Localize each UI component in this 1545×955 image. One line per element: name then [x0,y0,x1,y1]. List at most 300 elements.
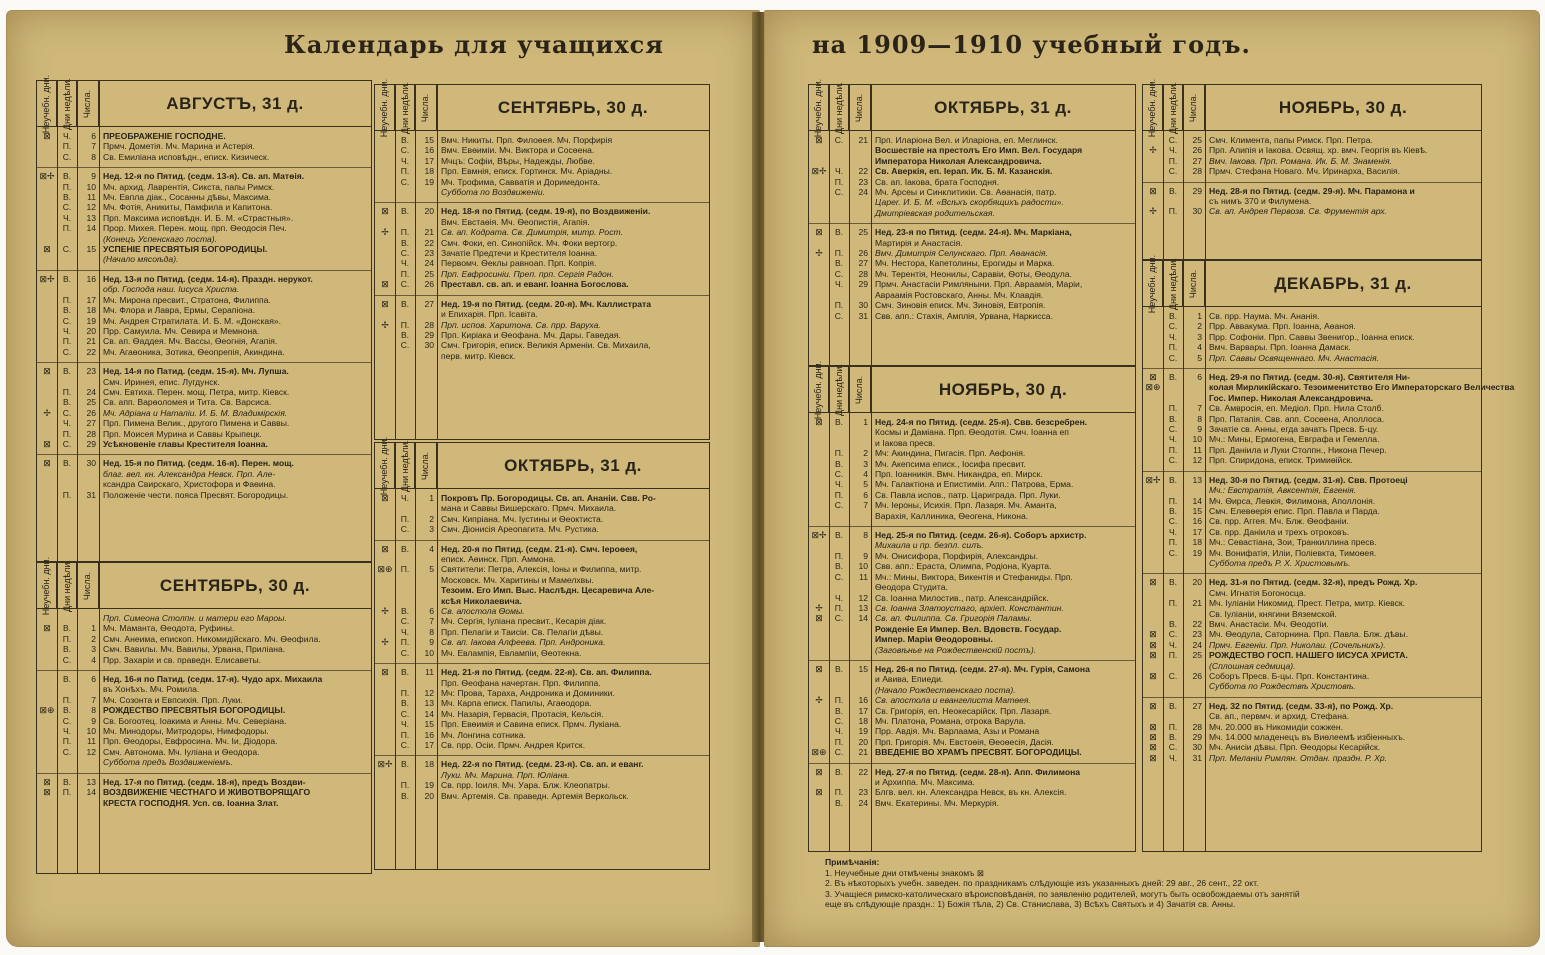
saints-text: Мч.: Севастіана, Зои, Транкиллина пресв. [1209,537,1377,548]
saints-text: Мч. Назарія, Гервасія, Протасія, Кельсія. [441,708,604,719]
saints-text: Мч. 14.000 младенецъ въ Виѳлеемѣ избіенныхъ. [1209,732,1406,743]
saints-text: Восшествіе на престолъ Его Имп. Вел. Государя [875,145,1083,156]
column-rule [829,367,830,851]
saints-text: Мч. Ѳеодула, Саторнина. Прп. Павла. Блж. дѣвы. [1209,629,1408,640]
weekday: П. [400,319,410,330]
col-header-number [415,85,437,130]
weekday [1163,681,1183,691]
calendar-row [809,427,1135,437]
weekday: В. [62,366,72,377]
saints-text: и Епихарія. Прп. Ісавіта. [441,309,538,320]
saints-text: Зачатіе св. Анны, егда зачатъ Пресв. Б-цу. [1209,424,1379,435]
weekday [395,678,415,688]
weekday: Ч. [400,493,410,503]
calendar-row [375,688,709,698]
nonschool-mark [37,295,57,305]
calendar-row [809,634,1135,644]
calendar-row [375,606,709,616]
day-number: 2 [91,633,96,644]
day-number: 30 [86,458,96,469]
weekday: С. [400,616,410,627]
saints-text: Рожденіе Ея Импер. Вел. Вдовств. Государ. [875,623,1062,634]
nonschool-mark [375,524,395,534]
day-number: 26 [1192,671,1202,681]
day-number [849,427,871,437]
calendar-row [375,227,709,237]
calendar-row [809,511,1135,521]
weekday [1163,609,1183,619]
saints-text: въ Хонѣхъ. Мч. Ромила. [103,684,200,695]
saints-text: Положеніе чести. пояса Пресвят. Богородицы. [103,489,289,500]
saints-text: Космы и Даміана. Прп. Ѳеодотія. Смч. Іоанна еп [875,427,1069,438]
col-header-nonschool-label: Неучебн. дни. [379,78,390,137]
weekday: П. [1168,403,1178,414]
saints-text: еписк. Аѳинск. Прп. Аммона. [441,554,556,565]
weekday: Ч. [1168,434,1178,445]
calendar-row [375,637,709,647]
weekday: С. [62,202,72,213]
day-number [849,777,871,787]
day-number: 9 [429,637,434,648]
calendar-row [1143,548,1481,558]
nonschool-mark [809,459,829,469]
weekday [829,777,849,787]
calendar-row [1143,516,1481,526]
day-number [415,596,437,606]
day-number [77,757,99,767]
nonschool-mark [37,479,57,489]
weekday: В. [62,171,72,182]
calendar-row [37,152,371,162]
day-number [415,503,437,513]
weekday [395,554,415,564]
saints-text: Преставл. св. ап. и еванг. Іоанна Богослова. [441,279,629,290]
weekday: С. [834,500,844,511]
weekday: Ч. [1168,145,1178,156]
nonschool-mark: ✢ [381,637,389,648]
calendar-row [37,171,371,181]
weekday: С. [1168,516,1178,527]
col-header-nonschool [809,78,829,137]
calendar-row [375,730,709,740]
calendar-row [1143,372,1481,382]
calendar-row [809,787,1135,797]
saints-text: Мч. Агаѳоника, Зотика, Ѳеопрепія, Акиндина. [103,346,285,357]
day-number [77,684,99,694]
notes-line-1: 1. Неучебные дни отмѣчены знакомъ ⊠ [825,867,985,878]
saints-text: Св. Амвросія, еп. Медіол. Прп. Нила Столб. [1209,403,1384,414]
col-header-weekday [829,81,849,134]
weekday: П. [400,513,410,524]
calendar-row [37,213,371,223]
nonschool-mark [809,258,829,268]
nonschool-mark: ⊠✢ [811,166,827,177]
calendar-row [809,311,1135,321]
calendar-row [1143,732,1481,742]
weekday [829,290,849,300]
calendar-row [37,705,371,715]
column-rule [1205,85,1206,259]
day-number: 10 [1192,434,1202,445]
day-number: 10 [86,181,96,192]
page-title-right: на 1909—1910 учебный годъ. [812,30,1251,59]
weekday: С. [400,248,410,259]
calendar-row [375,698,709,708]
day-number: 16 [424,145,434,156]
weekday: В. [834,561,844,572]
saints-text: Св. прр. Іоиля. Мч. Уара. Блж. Клеопатры. [441,780,611,791]
nonschool-mark [1143,332,1163,342]
calendar-row [375,238,709,248]
nonschool-mark [375,340,395,350]
calendar-row [37,490,371,500]
calendar-row [1143,403,1481,413]
calendar-row [809,572,1135,582]
saints-text: Мч. Карпа еписк. Папилы, Агаѳодора. [441,698,592,709]
weekday: В. [1168,505,1178,516]
day-number: 28 [86,428,96,439]
column-rule [1183,261,1184,851]
saints-text: Нед. 23-я по Пятид. (седм. 24-я). Мч. Маркіана, [875,227,1072,238]
col-header-number [77,563,99,608]
nonschool-mark: ⊠ [381,493,389,503]
saints-text: Зачатіе Предтечи и Крестителя Іоанна. [441,248,598,259]
saints-text: Прп. Спиридона, еписк. Тримиѳійск. [1209,455,1353,466]
weekday [395,503,415,513]
calendar-row [37,469,371,479]
weekday: П. [834,248,844,259]
weekday: С. [834,268,844,279]
column-rule [437,85,438,439]
nonschool-mark: ⊠ [43,366,51,377]
day-number: 6 [91,674,96,685]
weekday [1163,196,1183,206]
saints-text: Мч. Акепсима еписк., Іосифа пресвит. [875,458,1026,469]
weekday: В. [834,705,844,716]
calendar-row [809,417,1135,427]
saints-text: Мч. Арсеы и Синклитикіи. Св. Аѳанасія, патр. [875,187,1057,198]
saints-text: Вмч. Никиты. Прп. Филоѳея. Мч. Порфирія [441,135,613,145]
nonschool-mark [1143,527,1163,537]
saints-text: Мч: Прова, Тараха, Андроника и Доминики. [441,687,615,698]
weekday [395,575,415,585]
nonschool-mark [37,305,57,315]
saints-text: Мч: Акиндина, Пигасія. Прп. Аѳфонія. [875,448,1026,459]
saints-text: Нед. 31-я по Пятид. (седм. 32-я), предъ Рожд. Хр. [1209,577,1418,588]
calendar-row [809,459,1135,469]
nonschool-mark: ✢ [381,606,389,617]
day-number: 12 [86,746,96,757]
week-divider [37,357,371,363]
week-divider [809,521,1135,527]
saints-text: Св. прр. Наума. Мч. Ананія. [1209,311,1320,321]
calendar-row [809,197,1135,207]
day-number: 29 [1192,732,1202,743]
nonschool-mark [375,258,395,268]
saints-text: Мч. Іуліаніи Никомид. Прест. Петра, митр. Кіевск. [1209,598,1406,609]
saints-text: Прр. Самуила. Мч. Севира и Мемнона. [103,325,260,336]
weekday: Ч. [1168,752,1178,763]
weekday: С. [400,647,410,658]
weekday: С. [62,151,72,162]
day-number [849,582,871,592]
nonschool-mark: ✢ [381,227,389,238]
nonschool-mark [1143,598,1163,608]
month-header [809,360,1135,419]
saints-text: Св. ап. Ѳаддея. Мч. Вассы, Ѳеогнія, Агапія. [103,336,278,347]
col-header-nonschool [375,436,395,495]
saints-text: Прор. Михея. Перен. мощ. прп. Ѳеодосія Печ. [103,223,287,234]
saints-text: Смч. Автонома. Мч. Іуліана и Ѳеодора. [103,746,260,757]
day-number: 20 [424,206,434,217]
calendar-row [809,135,1135,145]
weekday: В. [400,543,410,554]
col-header-number [849,85,871,130]
weekday: В. [834,417,844,427]
calendar-row [809,540,1135,550]
day-number [1183,558,1205,568]
nonschool-mark: ✢ [815,695,823,706]
saints-text: Вмч. Евѳиміи. Мч. Виктора и Сосѳена. [441,145,595,156]
nonschool-mark [1143,516,1163,526]
calendar-row [1143,527,1481,537]
weekday: П. [62,633,72,644]
calendar-row [809,469,1135,479]
saints-text: Варахія, Каллиника, Ѳеогена, Никона. [875,510,1029,521]
day-number: 27 [858,258,868,269]
day-number: 20 [1192,577,1202,588]
nonschool-mark: ⊠ [1149,671,1157,681]
saints-text: Вмч. Іакова. Прп. Романа. Ик. Б. М. Знаменія. [1209,155,1392,166]
weekday [1163,393,1183,403]
day-number [849,511,871,521]
nonschool-mark [809,311,829,321]
saints-text: Св. Богоотец. Іоакима и Анны. Мч. Северіана. [103,715,287,726]
nonschool-mark [375,177,395,187]
weekday [395,351,415,361]
saints-text: Суббота по Рождествѣ Христовѣ. [1209,681,1356,692]
calendar-row [37,674,371,684]
calendar-row [37,777,371,787]
weekday: С. [400,524,410,535]
saints-text: Нед. 19-я по Пятид. (седм. 20-я). Мч. Каллистрата [441,298,652,309]
calendar-row [1143,434,1481,444]
saints-text: Ѳеодора Студита. [875,582,948,593]
weekday: С. [62,654,72,665]
nonschool-mark [1143,496,1163,506]
col-header-nonschool-label: Неучебн. дни. [1147,78,1158,137]
calendar-row [1143,485,1481,495]
weekday: П. [1168,206,1178,217]
calendar-row [1143,455,1481,465]
nonschool-mark [809,290,829,300]
saints-text: мана и Саввы Вишерскаго. Прмч. Михаила. [441,503,617,514]
saints-text: Нед. 24-я по Пятид. (седм. 25-я). Свв. безсребрен. [875,417,1088,427]
weekday: Ч. [400,155,410,166]
day-number: 27 [1192,155,1202,166]
nonschool-mark [37,223,57,233]
nonschool-mark [1143,156,1163,166]
calendar-row [809,279,1135,289]
day-number: 28 [424,319,434,330]
nonschool-mark [375,503,395,513]
month-november-left [808,360,1136,852]
nonschool-mark: ⊠ [815,766,823,777]
week-divider [1143,692,1481,698]
col-header-number [77,81,99,126]
calendar-row [375,544,709,554]
day-number: 11 [859,571,868,582]
day-number: 18 [858,715,868,726]
calendar-row [809,737,1135,747]
calendar-row [1143,382,1515,393]
weekday: В. [1168,700,1178,711]
day-number [77,284,99,294]
saints-text: колая Мирликійскаго. Тезоименитство Его Императорскаго Величества [1209,382,1515,393]
column-rule [415,85,416,439]
saints-text: Св. прр. Даніила и трехъ отроковъ. [1209,526,1350,537]
saints-text: Суббота предъ Р. Х. Христовымъ. [1209,557,1351,568]
saints-text: Прп. Ѳеофана начертан. Прп. Филиппа. [441,677,601,688]
saints-text: Мч.: Мины, Виктора, Викентія и Стефаниды. Прп. [875,571,1073,582]
weekday [57,254,77,264]
calendar-row [809,177,1135,187]
saints-text: Св. ап. Филиппа. Св. Григорія Паламы. [875,613,1032,624]
day-number [1183,711,1205,721]
saints-text: Прмч. Евгеніи. Прп. Николаи. (Сочельникъ). [1209,639,1386,650]
nonschool-mark [1143,537,1163,547]
weekday [829,511,849,521]
calendar-row [809,145,1135,155]
weekday: П. [400,687,410,698]
weekday: П. [62,787,72,798]
weekday [829,582,849,592]
column-rule [871,367,872,851]
weekday: Ч. [400,719,410,730]
day-number: 9 [863,550,868,561]
day-number: 8 [863,530,868,541]
saints-text: Мч. Андрея Стратилата. И. Б. М. «Донская». [103,315,282,326]
saints-text: Прп. Саввы Освященнаго. Мч. Анастасія. [1209,352,1379,363]
nonschool-mark: ⊠ [43,458,51,469]
calendar-row [1143,332,1481,342]
column-rule [99,81,100,561]
nonschool-mark: ⊠⊕ [39,705,55,716]
day-number: 25 [1192,135,1202,145]
nonschool-mark [37,152,57,162]
nonschool-mark [375,309,395,319]
weekday: С. [400,279,410,290]
saints-text: Нед. 18-я по Пятид. (седм. 19-я), по Воздвиженіи. [441,206,651,217]
day-number [415,678,437,688]
weekday [1163,588,1183,598]
calendar-row [1143,711,1481,721]
nonschool-mark: ⊠ [1149,742,1157,753]
calendar-row [1143,321,1481,331]
weekday: В. [1168,413,1178,424]
nonschool-mark [1143,414,1163,424]
saints-text: Св. Павла испов., патр. Цариграда. Прп. Луки. [875,489,1061,500]
calendar-row [809,664,1135,674]
day-number: 27 [1192,700,1202,711]
calendar-row [37,757,371,767]
saints-text: Мч. Минодоры, Митродоры, Нимфодоры. [103,726,269,737]
day-number: 19 [86,315,96,326]
saints-text: Суббота предъ Воздвиженіемъ. [103,757,233,768]
day-number: 30 [1192,742,1202,753]
day-number [1183,196,1205,206]
saints-text: Мч. Платона, Романа, отрока Варула. [875,715,1026,726]
day-number: 13 [86,212,96,223]
day-number: 20 [86,325,96,336]
weekday: Ч. [400,258,410,269]
weekday [395,770,415,780]
week-divider [375,535,709,541]
calendar-row [375,206,709,216]
calendar-row [809,706,1135,716]
calendar-row [37,623,371,633]
saints-text: Прмч. Анастасіи Римляныни. Прп. Авраамія, Маріи, [875,279,1083,290]
month-december [1142,254,1515,852]
weekday: В. [834,258,844,269]
saints-text: Мартирія и Анастасія. [875,237,963,248]
calendar-row [375,269,709,279]
saints-text: Прмч. Стефана Новаго. Мч. Иринарха, Василія. [1209,166,1401,177]
calendar-row [375,145,709,155]
calendar-row [375,740,709,750]
day-number: 3 [429,524,434,535]
day-number [849,197,871,207]
calendar-row [37,418,371,428]
saints-text: Нед. 27-я по Пятид. (седм. 28-я). Апп. Филимона [875,766,1081,777]
nonschool-mark [37,716,57,726]
calendar-row [37,254,371,264]
calendar-row [1143,414,1481,424]
nonschool-mark [1143,196,1163,206]
weekday: В. [62,776,72,787]
nonschool-mark [375,698,395,708]
calendar-row [809,716,1135,726]
day-number: 12 [424,687,434,698]
nonschool-mark [1143,342,1163,352]
day-number: 5 [1197,352,1202,363]
week-divider [809,758,1135,764]
day-number [849,438,871,448]
weekday: В. [1168,372,1178,383]
nonschool-mark [809,448,829,458]
saints-text: Прп. Пелагіи и Таисіи. Св. Пелагіи дѣвы. [441,626,604,637]
saints-text: Михаила и пр. безпл. силъ. [875,540,984,551]
saints-text: Прп. Алипія и Іакова. Освящ. хр. вмч. Георгія въ Кіевѣ. [1209,145,1428,156]
calendar-row [1143,701,1481,711]
calendar-row [375,187,709,197]
nonschool-mark [37,397,57,407]
weekday: П. [62,386,72,397]
nonschool-mark [37,418,57,428]
saints-text: Св. Григорія, еп. Неокесарійск. Прп. Лазаря. [875,705,1052,716]
weekday [57,234,77,244]
col-header-weekday-label: Дни недѣли. [399,439,410,492]
nonschool-mark [809,737,829,747]
weekday: Ч. [400,626,410,637]
day-number: 21 [858,135,868,145]
weekday: В. [834,458,844,469]
nonschool-mark: ✢ [1149,145,1157,156]
day-number: 5 [863,479,868,490]
day-number: 21 [1192,598,1202,609]
col-header-weekday-label: Дни недѣли. [61,77,72,130]
saints-text: Нед. 20-я по Пятид. (седм. 21-я). Смч. Іероѳея, [441,543,638,554]
